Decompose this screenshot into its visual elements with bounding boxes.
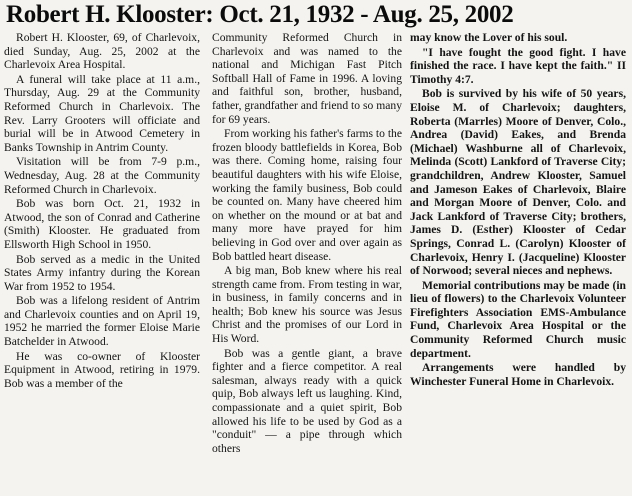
- article-column-2: [212, 31, 402, 456]
- memorial-paragraph: Memorial contributions may be made (in lieu of flowers) to the Charlevoix Volunteer Firefighters Association EMS-Ambulance Fund, Charlevoix Area Hospital or the Community Reformed Church music department.: [410, 278, 626, 360]
- obituary-headline: Robert H. Klooster: Oct. 21, 1932 - Aug. 25, 2002: [6, 1, 514, 28]
- paragraph-continued: may know the Lover of his soul.: [410, 31, 568, 44]
- paragraph: A funeral will take place at 11 a.m., Thursday, Aug. 29 at the Community Reformed Church in Charlevoix. The Rev. Larry Grooters will officiate and burial will be in Atwood Cemetery in Banks Township in Antrim County.: [4, 72, 200, 154]
- article-column-3: [410, 31, 626, 389]
- paragraph: Robert H. Klooster, 69, of Charlevoix, died Sunday, Aug. 25, 2002 at the Charlevoix Area Hospital.: [4, 31, 200, 72]
- paragraph-continued: Community Reformed Church in Charlevoix and was named to the national and Michigan Fast Pitch Softball Hall of Fame in 1996. A loving and faithful son, brother, husband, father, grandfather and friend to so many for 69 years.: [212, 31, 402, 126]
- paragraph: Visitation will be from 7-9 p.m., Wednesday, Aug. 28 at the Community Reformed Church in Charlevoix.: [4, 155, 200, 196]
- paragraph: Bob was born Oct. 21, 1932 in Atwood, the son of Conrad and Catherine (Smith) Klooster. He graduated from Ellsworth High School in 1950.: [4, 197, 200, 251]
- article-column-1: [4, 31, 200, 391]
- paragraph: A big man, Bob knew where his real strength came from. From testing in war, in business, in family concerns and in health; Bob knew his source was Jesus Christ and the promises of our Lord in His Word.: [212, 264, 402, 346]
- paragraph: Bob was a lifelong resident of Antrim and Charlevoix counties and on April 19, 1952 he married the former Eloise Marie Batchelder in Atwood.: [4, 294, 200, 349]
- paragraph: Bob served as a medic in the United States Army infantry during the Korean War from 1952 to 1954.: [4, 252, 200, 293]
- survivors-paragraph: Bob is survived by his wife of 50 years, Eloise M. of Charlevoix; daughters, Roberta (Marrles) Moore of Denver, Colo., Andrea (David) Eakes, and Brenda (Michael) Washburne all of Charlevoix, Melinda (Scott) Lankford of Traverse City; grandchildren, Andrew Klooster, Samuel and Jameson Eakes of Charlevoix, Blaire and Morgan Moore of Denver, Colo. and Jack Lankford of Traverse City; brothers, James D. (Esther) Klooster of Cedar Springs, Conrad L. (Carolyn) Klooster of Charlevoix, Henry I. (Jacqueline) Klooster of Norwood; several nieces and nephews.: [410, 87, 626, 278]
- paragraph: From working his father's farms to the frozen bloody battlefields in Korea, Bob was there. Coming home, raising four beautiful daughters with his wife Eloise, working the family business, Bob could be counted on. Many have cheered him on whether on the mound or at bat and many more have prayed for him believing in God over and over again as Bob battled heart disease.: [212, 127, 402, 263]
- arrangements-paragraph: Arrangements were handled by Winchester Funeral Home in Charlevoix.: [410, 361, 626, 388]
- scripture-quote: "I have fought the good fight. I have finished the race. I have kept the faith." II Timothy 4:7.: [410, 45, 626, 86]
- paragraph: Bob was a gentle giant, a brave fighter and a fierce competitor. A real salesman, always ready with a quick quip, Bob always left us laughing. Kind, compassionate and a quiet spirit, Bob allowed his life to be used by God as a "conduit" — a pipe through which others: [212, 346, 402, 455]
- paragraph: He was co-owner of Klooster Equipment in Atwood, retiring in 1979. Bob was a member of the: [4, 349, 200, 390]
